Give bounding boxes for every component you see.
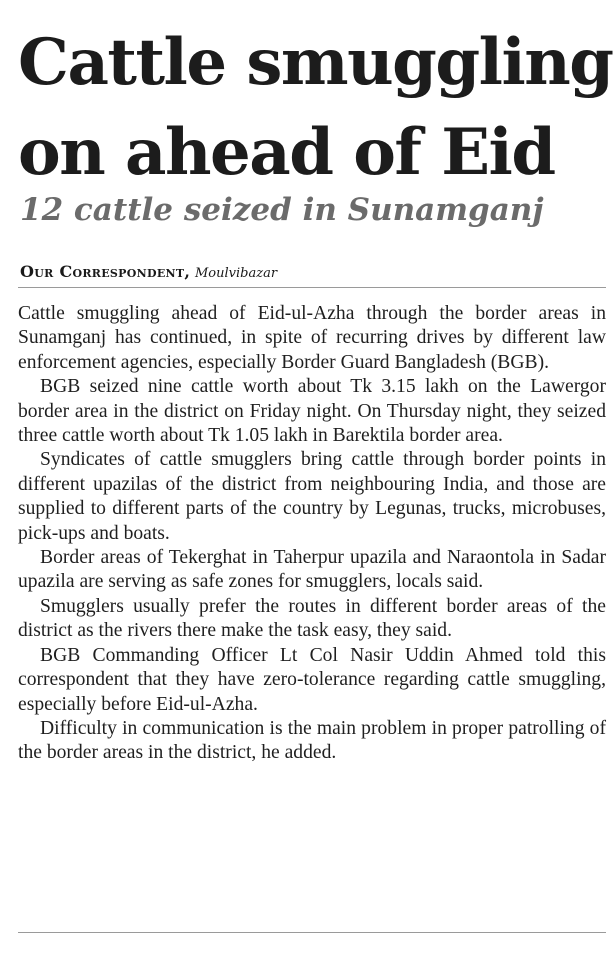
paragraph-5: Smugglers usually prefer the routes in different border areas of the district as the rivers there make the task easy, they said.: [18, 595, 606, 642]
byline: [20, 262, 277, 284]
paragraph-4: Border areas of Tekerghat in Taherpur upazila and Naraontola in Sadar upazila are serving as safe zones for smugglers, locals said.: [18, 547, 606, 593]
paragraph-7: Difficulty in communication is the main problem in proper patrolling of the border areas in the district, he added.: [18, 717, 606, 764]
article-body: [18, 302, 606, 766]
top-divider: [18, 287, 606, 288]
headline-line-2: on ahead of Eid: [18, 115, 555, 190]
subheadline: 12 cattle seized in Sunamganj: [20, 192, 544, 228]
byline-place: Moulvibazar: [195, 266, 278, 281]
paragraph-1: Cattle smuggling ahead of Eid-ul-Azha through the border areas in Sunamganj has continued, in spite of recurring drives by different law enforcement agencies, especially Border Guard Bangladesh (BGB).: [18, 303, 606, 373]
headline-line-1: Cattle smuggling: [18, 25, 613, 100]
byline-role: Our Correspondent,: [20, 262, 191, 281]
paragraph-3: Syndicates of cattle smugglers bring cattle through border points in different upazilas of the district from neighbouring India, and those are supplied to different parts of the country by Legunas, trucks, microbuses, pick-ups and boats.: [18, 449, 606, 544]
paragraph-2: BGB seized nine cattle worth about Tk 3.15 lakh on the Lawergor border area in the district on Friday night. On Thursday night, they seized three cattle worth about Tk 1.05 lakh in Barektila border area.: [18, 376, 606, 447]
bottom-divider: [18, 932, 606, 933]
headline: [18, 18, 613, 198]
paragraph-6: BGB Commanding Officer Lt Col Nasir Uddin Ahmed told this correspondent that they have zero-tolerance regarding cattle smuggling, especially before Eid-ul-Azha.: [18, 644, 606, 715]
